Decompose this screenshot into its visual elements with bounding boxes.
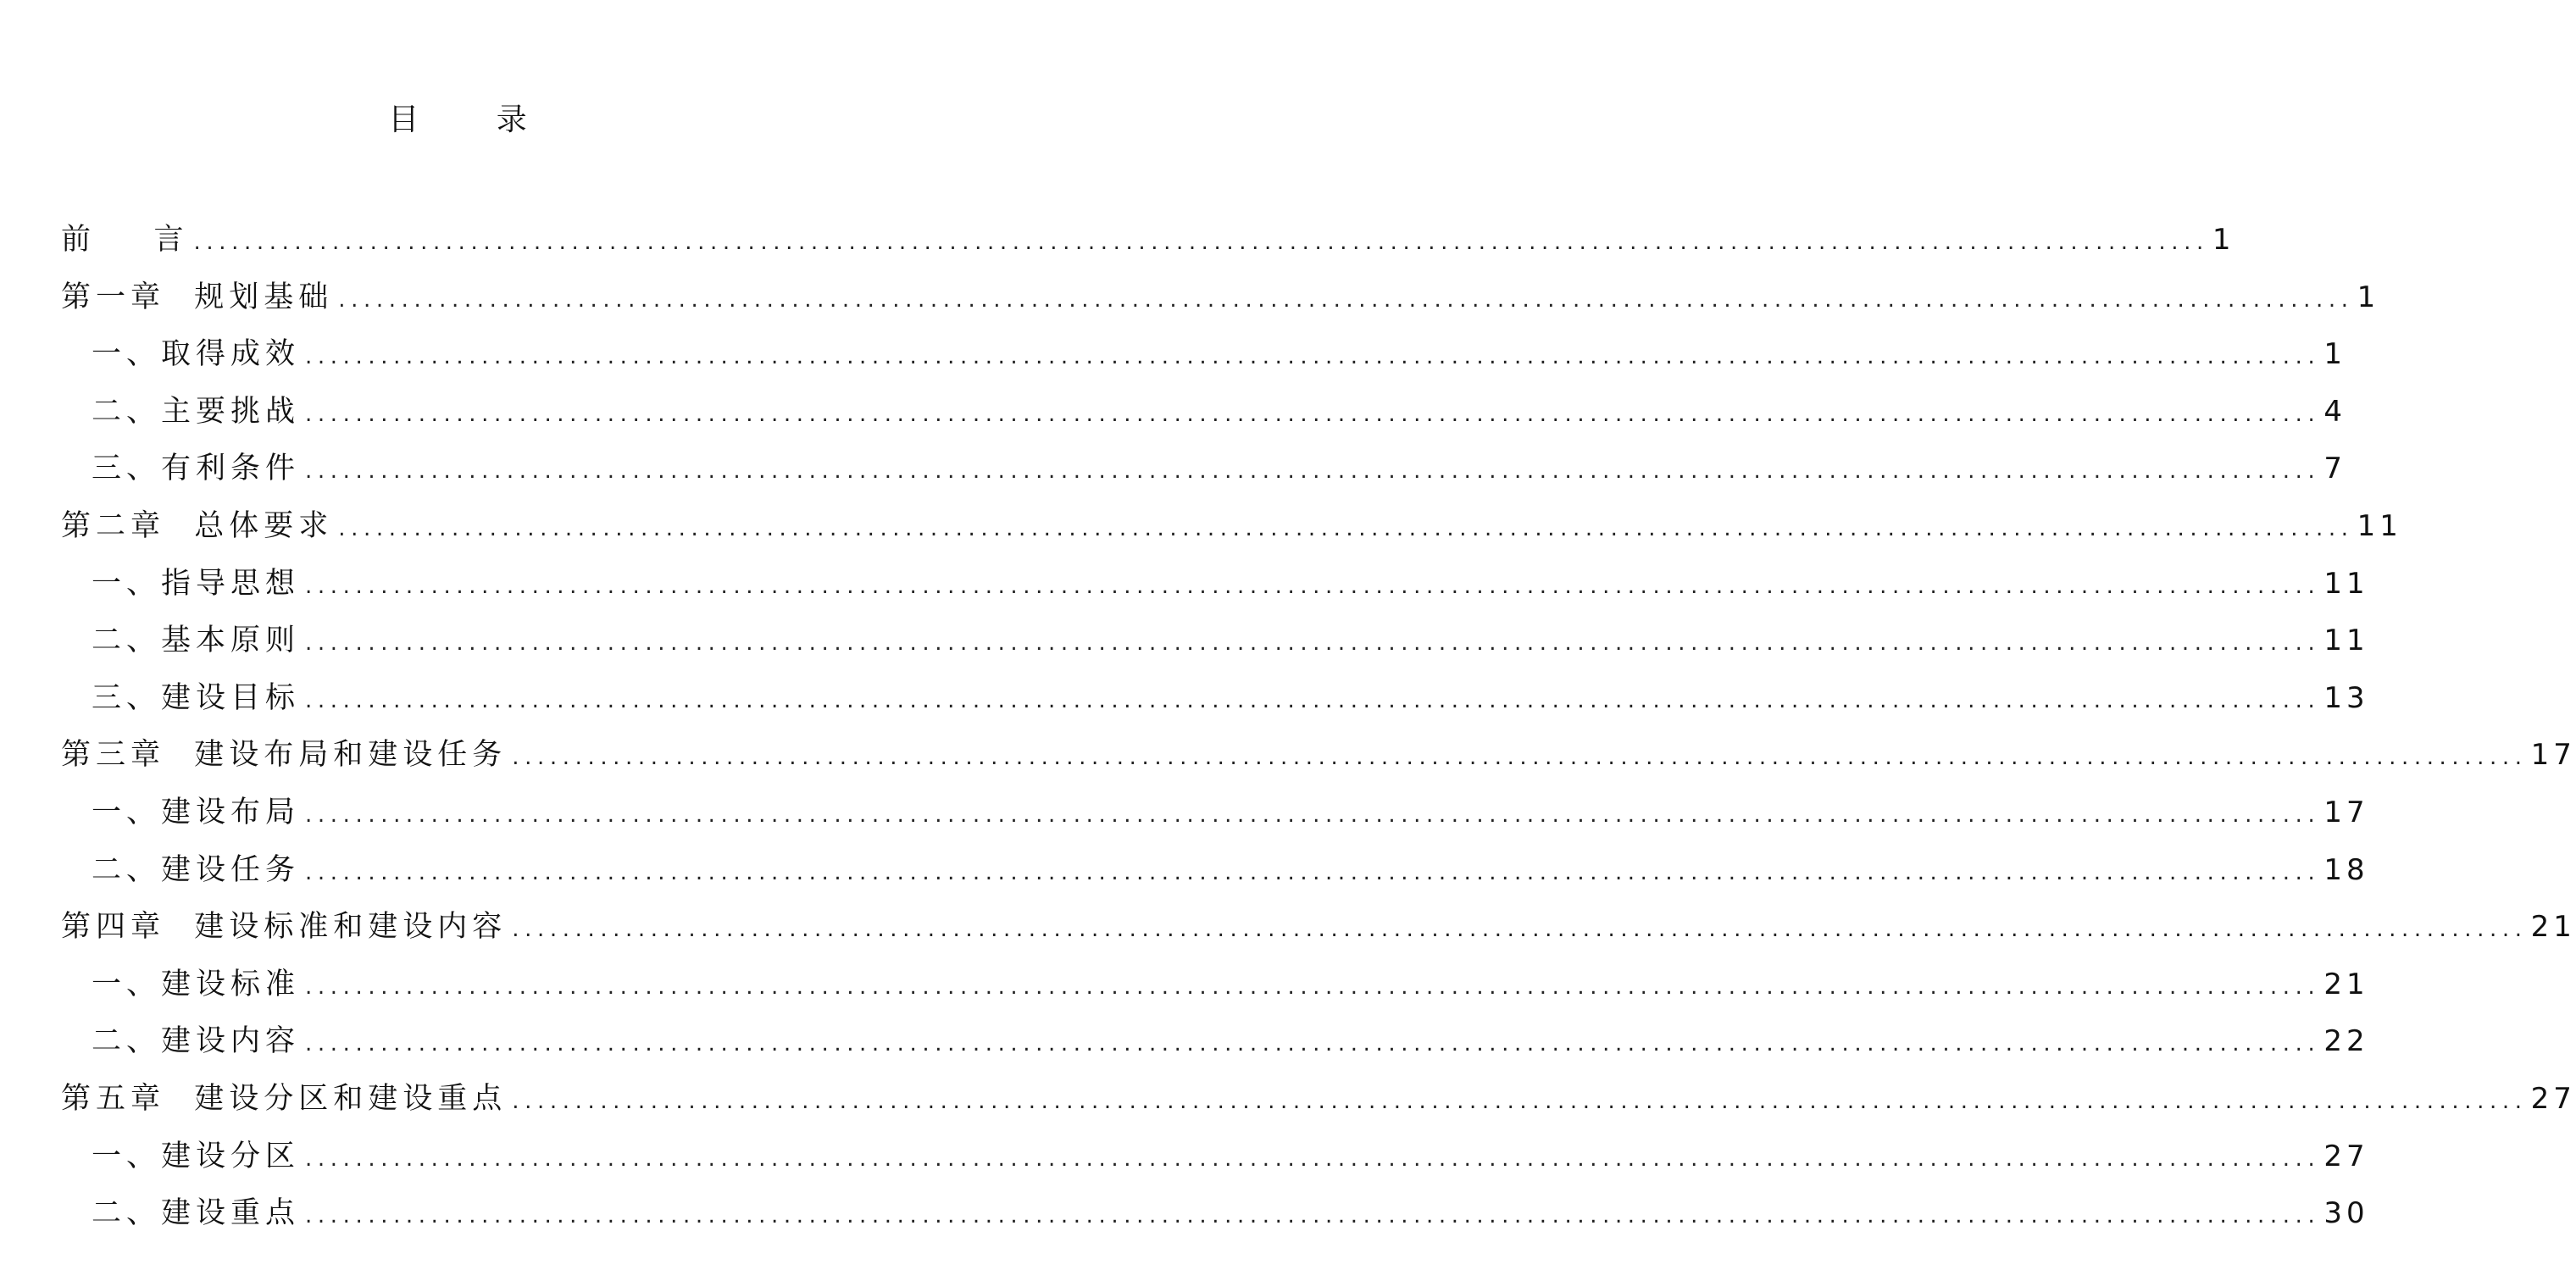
toc-entry-text: 二、建设任务 — [92, 852, 301, 887]
toc-entry[interactable] — [61, 957, 2369, 1014]
toc-page-number: 27 — [2323, 1139, 2369, 1173]
toc-page-number: 18 — [2323, 852, 2369, 887]
dot-leader: ................................................................................................................................................................ — [305, 1031, 2321, 1057]
dot-leader: ................................................................................................................................................................ — [305, 401, 2321, 427]
toc-page-number: 30 — [2323, 1196, 2369, 1231]
toc-entry[interactable] — [61, 785, 2369, 842]
toc-page-number: 27 — [2530, 1081, 2576, 1116]
toc-entry-text: 二、主要挑战 — [92, 394, 301, 429]
toc-entry-text: 二、建设内容 — [92, 1024, 301, 1059]
table-of-contents — [61, 212, 2576, 1243]
toc-entry-text: 一、建设分区 — [92, 1139, 301, 1173]
toc-page-number: 7 — [2323, 452, 2346, 486]
dot-leader: ................................................................................................................................................................ — [305, 630, 2321, 657]
dot-leader: ................................................................................................................................................................ — [305, 801, 2321, 828]
toc-entry[interactable] — [61, 1128, 2369, 1186]
dot-leader: ................................................................................................................................................................ — [305, 344, 2321, 370]
dot-leader: ................................................................................................................................................................ — [305, 859, 2321, 885]
toc-entry[interactable] — [61, 842, 2369, 900]
toc-entry-text: 第一章 规划基础 — [61, 280, 334, 314]
dot-leader: ................................................................................................................................................................ — [305, 573, 2321, 599]
dot-leader: ................................................................................................................................................................ — [338, 515, 2354, 541]
toc-entry-text: 二、基本原则 — [92, 624, 301, 658]
toc-page-number: 22 — [2323, 1024, 2369, 1059]
toc-entry-text: 第四章 建设标准和建设内容 — [61, 910, 508, 945]
dot-leader: ................................................................................................................................................................ — [338, 286, 2354, 313]
dot-leader: ................................................................................................................................................................ — [305, 973, 2321, 1000]
dot-leader: ................................................................................................................................................................ — [512, 745, 2528, 771]
toc-page-number: 1 — [2323, 337, 2346, 372]
toc-entry[interactable] — [61, 212, 2235, 269]
toc-entry[interactable] — [61, 670, 2369, 728]
toc-entry[interactable] — [61, 1071, 2576, 1128]
toc-entry[interactable] — [61, 1013, 2369, 1071]
toc-entry-text: 三、建设目标 — [92, 680, 301, 715]
toc-entry-text: 第二章 总体要求 — [61, 508, 334, 543]
dot-leader: ................................................................................................................................................................ — [305, 458, 2321, 485]
toc-page-number: 11 — [2357, 508, 2402, 543]
toc-entry[interactable] — [61, 326, 2346, 384]
toc-entry-text: 二、建设重点 — [92, 1196, 301, 1231]
toc-entry[interactable] — [61, 1185, 2369, 1243]
dot-leader: ................................................................................................................................................................ — [305, 1203, 2321, 1229]
toc-page-number: 13 — [2323, 680, 2369, 715]
toc-entry-text: 一、指导思想 — [92, 566, 301, 601]
toc-entry-text: 三、有利条件 — [92, 452, 301, 486]
toc-entry[interactable] — [61, 556, 2369, 613]
toc-entry[interactable] — [61, 441, 2346, 498]
dot-leader: ................................................................................................................................................................ — [512, 1088, 2528, 1114]
toc-page-number: 1 — [2212, 223, 2235, 257]
toc-entry[interactable] — [61, 727, 2576, 785]
toc-page-number: 21 — [2530, 910, 2576, 945]
dot-leader: ................................................................................................................................................................ — [512, 917, 2528, 943]
toc-entry[interactable] — [61, 269, 2380, 327]
toc-entry-text: 第三章 建设布局和建设任务 — [61, 738, 508, 773]
toc-entry[interactable] — [61, 899, 2576, 957]
dot-leader: ................................................................................................................................................................ — [305, 1145, 2321, 1172]
toc-page-number: 17 — [2530, 738, 2576, 773]
toc-page-number: 4 — [2323, 394, 2346, 429]
toc-page-number: 1 — [2357, 280, 2380, 314]
toc-entry-text: 第五章 建设分区和建设重点 — [61, 1081, 508, 1116]
dot-leader: ................................................................................................................................................................ — [193, 230, 2209, 255]
toc-entry[interactable] — [61, 613, 2369, 670]
toc-page-number: 21 — [2323, 967, 2369, 1001]
page-title: 目 录 — [388, 103, 561, 137]
toc-entry-text: 一、取得成效 — [92, 337, 301, 372]
toc-entry-text: 一、建设布局 — [92, 795, 301, 829]
toc-page-number: 17 — [2323, 795, 2369, 829]
toc-page-number: 11 — [2323, 566, 2369, 601]
toc-page-number: 11 — [2323, 624, 2369, 658]
dot-leader: ................................................................................................................................................................ — [305, 687, 2321, 713]
toc-entry-text: 一、建设标准 — [92, 967, 301, 1001]
toc-entry[interactable] — [61, 384, 2346, 441]
toc-entry[interactable] — [61, 498, 2402, 556]
toc-entry-text: 前 言 — [61, 223, 189, 257]
